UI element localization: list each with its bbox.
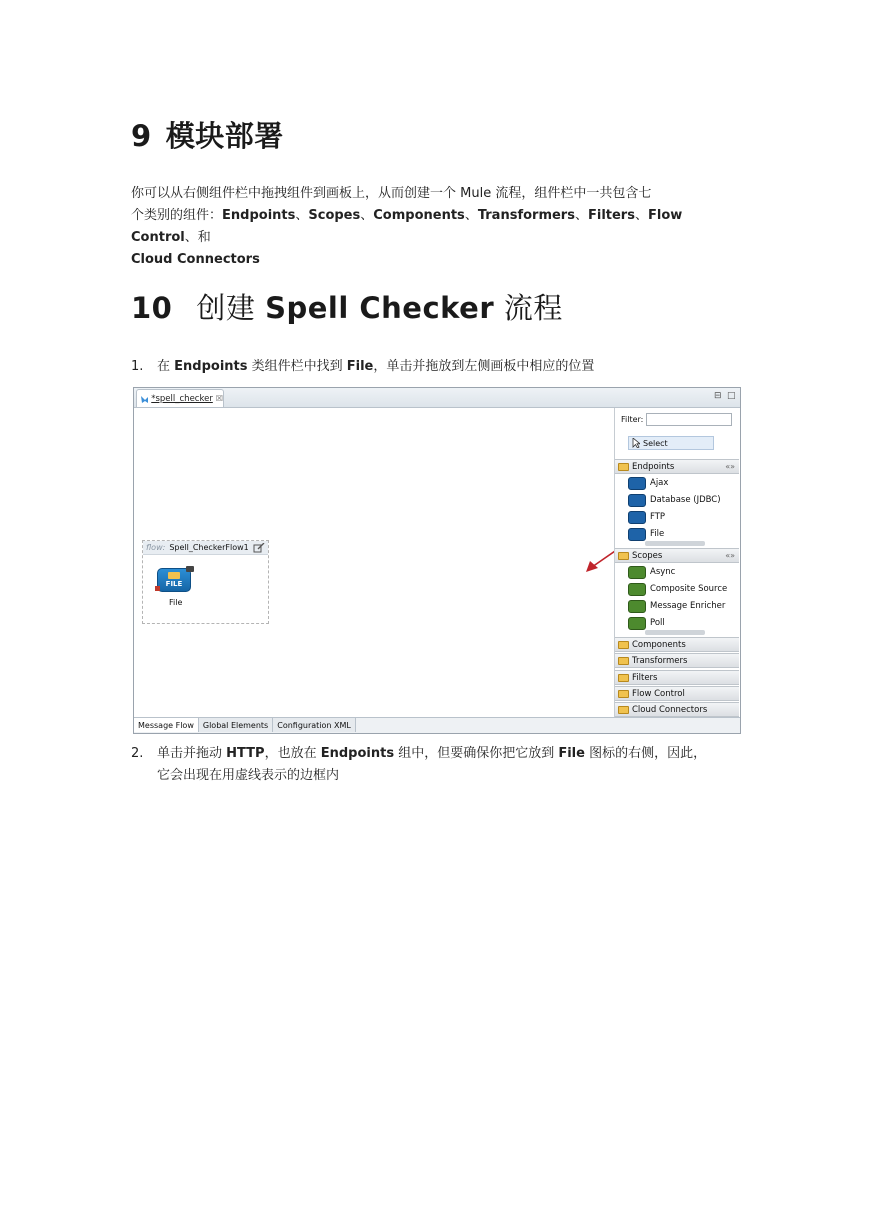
collapse-icon[interactable]: «» [725,462,735,471]
step-2 [131,743,746,787]
step-1-text-mid: 类组件栏中找到 [247,359,347,374]
flow-keyword: flow: [146,543,166,552]
pointer-icon [632,438,640,448]
filter-input[interactable] [646,413,732,426]
folder-icon [618,706,629,714]
group-transformers-label: Transformers [632,655,688,666]
section-10-title-bold: Spell Checker [265,291,495,325]
step-2-line-1 [131,743,746,765]
async-icon [628,566,646,579]
editor-tab-bar [134,388,740,408]
step-1-file: File [346,359,374,374]
flow-header [143,541,268,555]
poll-icon [628,617,646,630]
group-endpoints-label: Endpoints [632,461,675,472]
file-node-caption: File [169,598,183,607]
ftp-icon [628,511,646,524]
endpoint-direction-icon [186,566,194,572]
error-marker-icon [155,586,160,591]
folder-icon [618,657,629,665]
folder-icon [618,552,629,560]
step-2-file: File [558,746,585,761]
group-cloud-connectors-label: Cloud Connectors [632,704,708,715]
category-flow-control: Flow Control [131,208,683,245]
category-components: Components [373,208,465,223]
collapse-icon[interactable]: «» [725,551,735,560]
message-enricher-icon [628,600,646,613]
flow-canvas[interactable] [134,408,614,717]
palette-item-label: FTP [650,512,666,522]
palette-item-file[interactable] [628,527,664,541]
scroll-handle[interactable] [645,541,705,546]
palette-item-label: File [650,529,665,539]
component-palette [614,408,741,717]
section-10-heading [131,286,563,327]
section-9-heading [131,114,284,155]
palette-item-label: Message Enricher [650,601,726,611]
category-scopes: Scopes [308,208,361,223]
palette-item-message-enricher[interactable] [628,599,725,613]
palette-item-composite-source[interactable] [628,582,727,596]
palette-item-database[interactable] [628,493,721,507]
section-10-title-suffix: 流程 [494,291,563,325]
section-10-title-prefix: 创建 [196,291,266,325]
tab-configuration-xml[interactable]: Configuration XML [273,718,356,732]
para-line-2-prefix: 个类别的组件： [131,208,223,223]
group-scopes[interactable] [615,548,739,563]
category-filters: Filters [587,208,635,223]
section-10-number: 10 [131,291,173,325]
para-line-1: 你可以从右侧组件栏中拖拽组件到画板上，从而创建一个 Mule 流程，组件栏中一共包含七 [131,186,652,201]
group-components[interactable] [615,637,739,652]
database-icon [628,494,646,507]
para-line-3 [131,249,741,271]
folder-icon [618,463,629,471]
para-line-2 [131,205,741,249]
file-endpoint-node[interactable] [157,568,191,592]
step-2-text-post: 图标的右侧，因此， [584,746,707,761]
separator: 、 [464,208,478,223]
step-1-text-post: ，单击并拖放到左侧画板中相应的位置 [373,359,595,374]
palette-item-ajax[interactable] [628,476,668,490]
group-cloud-connectors[interactable] [615,702,739,717]
step-2-line-2: 它会出现在用虚线表示的边框内 [157,768,340,783]
ide-screenshot [133,387,741,734]
step-2-http: HTTP [226,746,265,761]
palette-item-label: Ajax [650,478,669,488]
composite-source-icon [628,583,646,596]
folder-icon [168,572,180,579]
editor-tab-spell-checker[interactable] [136,389,224,407]
edit-icon[interactable] [253,543,265,553]
palette-item-async[interactable] [628,565,675,579]
editor-bottom-tabs [134,717,740,733]
editor-tab-label: *spell_checker [151,393,213,404]
tab-global-elements[interactable]: Global Elements [199,718,273,732]
category-endpoints: Endpoints [222,208,296,223]
palette-item-label: Composite Source [650,584,728,594]
palette-item-poll[interactable] [628,616,665,630]
group-scopes-label: Scopes [632,550,663,561]
scroll-handle[interactable] [645,630,705,635]
step-1-number: 1. [131,359,144,374]
group-flow-control[interactable] [615,686,739,701]
category-cloud-connectors: Cloud Connectors [131,252,260,267]
select-label: Select [643,438,668,448]
category-transformers: Transformers [477,208,575,223]
flow-container[interactable] [142,540,269,624]
palette-item-ftp[interactable] [628,510,665,524]
step-1-endpoints: Endpoints [174,359,248,374]
file-icon [628,528,646,541]
separator: 、 [574,208,588,223]
separator: 、 [360,208,374,223]
separator: 、 [634,208,648,223]
mule-icon [140,394,148,404]
section-9-paragraph [131,183,741,271]
maximize-icon[interactable]: □ [727,391,736,401]
step-2-text-mid1: ，也放在 [264,746,321,761]
minimize-icon[interactable]: ⊟ [714,391,722,401]
step-2-text-mid2: 组中，但要确保你把它放到 [394,746,559,761]
file-node-text: FILE [165,580,183,588]
group-filters-label: Filters [632,672,658,683]
group-components-label: Components [632,639,686,650]
group-filters[interactable] [615,670,739,685]
step-2-number: 2. [131,746,144,761]
step-2-endpoints: Endpoints [320,746,395,761]
folder-icon [618,674,629,682]
close-icon[interactable]: ☒ [215,394,223,403]
step-1-text-pre: 在 [157,359,175,374]
folder-icon [618,690,629,698]
palette-item-label: Async [650,567,676,577]
step-1 [131,356,594,378]
filter-label: Filter: [621,415,644,424]
folder-icon [618,641,629,649]
group-flow-control-label: Flow Control [632,688,685,699]
palette-item-label: Poll [650,618,665,628]
separator: 、 [295,208,309,223]
section-9-number: 9 [131,119,152,153]
group-endpoints[interactable] [615,459,739,474]
palette-filter [621,413,732,426]
flow-name: Spell_CheckerFlow1 [169,543,249,552]
tab-message-flow[interactable]: Message Flow [134,718,199,732]
ajax-icon [628,477,646,490]
palette-item-label: Database (JDBC) [650,495,721,505]
step-2-text-pre: 单击并拖动 [157,746,227,761]
group-transformers[interactable] [615,653,739,668]
and-text: 、和 [184,230,211,245]
section-9-title: 模块部署 [165,119,284,153]
select-tool[interactable] [628,436,714,450]
